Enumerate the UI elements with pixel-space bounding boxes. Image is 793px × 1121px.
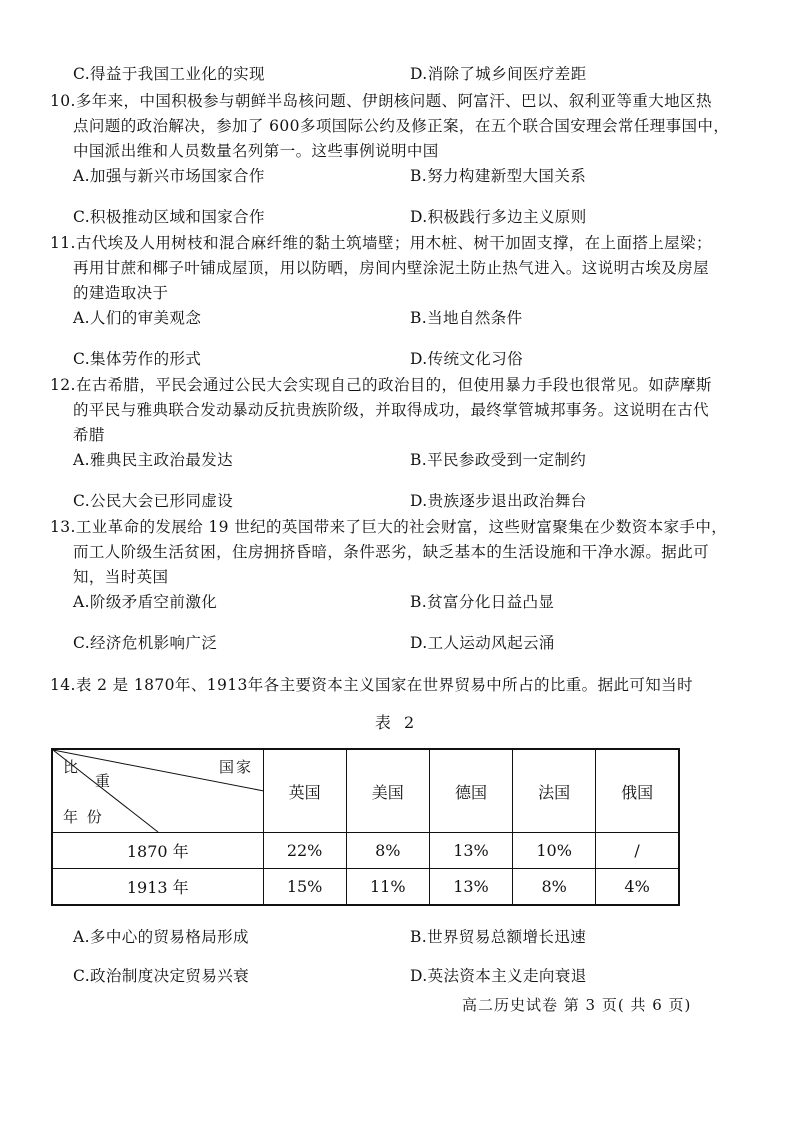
table-header-row — [52, 749, 679, 833]
table-cell: 11% — [346, 869, 429, 905]
q12-stem-line2: 的平民与雅典联合发动暴动反抗贵族阶级，并取得成功，最终掌管城邦事务。这说明在古代 — [73, 401, 710, 419]
table-corner-cell — [52, 749, 263, 833]
header-germany: 德国 — [429, 749, 512, 833]
q13-stem-line1: 13.工业革命的发展给 19 世纪的英国带来了巨大的社会财富，这些财富聚集在少数资本家手中， — [50, 518, 728, 536]
q10-stem-line1: 10.多年来，中国积极参与朝鲜半岛核问题、伊朗核问题、阿富汗、巴以、叙利亚等重大地区热 — [50, 92, 712, 110]
q14-option-d: D.英法资本主义走向衰退 — [410, 967, 587, 985]
trade-share-table — [51, 748, 680, 906]
q11-option-b: B.当地自然条件 — [410, 309, 523, 327]
table-cell: 13% — [429, 869, 512, 905]
table-cell: 22% — [263, 833, 346, 869]
q13-option-c: C.经济危机影响广泛 — [73, 634, 218, 652]
table-row — [52, 833, 679, 869]
q12-stem-line3: 希腊 — [73, 426, 105, 444]
q11-option-c: C.集体劳作的形式 — [73, 350, 202, 368]
corner-label-country: 国家 — [219, 758, 254, 776]
q10-option-c: C.积极推动区域和国家合作 — [73, 208, 265, 226]
table-cell: 4% — [596, 869, 679, 905]
q14-stem-line1: 14.表 2 是 1870年、1913年各主要资本主义国家在世界贸易中所占的比重。据此可知当时 — [50, 676, 693, 694]
q11-option-d: D.传统文化习俗 — [410, 350, 524, 368]
q13-option-a: A.阶级矛盾空前激化 — [73, 593, 218, 611]
table-caption: 表 2 — [374, 713, 419, 732]
q11-stem-line3: 的建造取决于 — [73, 284, 169, 302]
q14-option-c: C.政治制度决定贸易兴衰 — [73, 967, 250, 985]
q13-stem-line3: 知，当时英国 — [73, 568, 169, 586]
table-cell: 15% — [263, 869, 346, 905]
q9-option-d: D.消除了城乡间医疗差距 — [410, 65, 587, 83]
table-cell: 10% — [513, 833, 596, 869]
q10-stem-line3: 中国派出维和人员数量名列第一。这些事例说明中国 — [73, 142, 439, 160]
page-footer: 高二历史试卷 第 3 页( 共 6 页) — [462, 996, 692, 1014]
q12-option-a: A.雅典民主政治最发达 — [73, 451, 234, 469]
row-year: 1870 年 — [52, 833, 263, 869]
q10-option-b: B.努力构建新型大国关系 — [410, 167, 587, 185]
q12-stem-line1: 12.在古希腊，平民会通过公民大会实现自己的政治目的，但使用暴力手段也很常见。如萨摩斯 — [50, 376, 712, 394]
q11-option-a: A.人们的审美观念 — [73, 309, 202, 327]
q11-stem-line2: 再用甘蔗和椰子叶铺成屋顶，用以防晒，房间内壁涂泥土防止热气进入。这说明古埃及房屋 — [73, 259, 710, 277]
q14-option-a: A.多中心的贸易格局形成 — [73, 928, 249, 946]
corner-label-zhong: 重 — [95, 772, 113, 790]
q11-stem-line1: 11.古代埃及人用树枝和混合麻纤维的黏土筑墙壁；用木桩、树干加固支撑，在上面搭上屋梁； — [50, 234, 712, 252]
q13-stem-line2: 而工人阶级生活贫困，住房拥挤昏暗，条件恶劣，缺乏基本的生活设施和干净水源。据此可 — [73, 543, 710, 561]
table-row — [52, 869, 679, 905]
table-cell: 8% — [346, 833, 429, 869]
header-france: 法国 — [513, 749, 596, 833]
q10-option-d: D.积极践行多边主义原则 — [410, 208, 587, 226]
header-russia: 俄国 — [596, 749, 679, 833]
header-usa: 美国 — [346, 749, 429, 833]
corner-label-bi: 比 — [63, 758, 81, 776]
q12-option-c: C.公民大会已形同虚设 — [73, 492, 234, 510]
q14-option-b: B.世界贸易总额增长迅速 — [410, 928, 587, 946]
corner-label-year: 年 份 — [63, 808, 104, 826]
table-cell: / — [596, 833, 679, 869]
q10-stem-line2: 点问题的政治解决，参加了 600多项国际公约及修正案，在五个联合国安理会常任理事国中， — [73, 117, 730, 135]
q9-option-c: C.得益于我国工业化的实现 — [73, 65, 265, 83]
q12-option-d: D.贵族逐步退出政治舞台 — [410, 492, 587, 510]
header-uk: 英国 — [263, 749, 346, 833]
q13-option-d: D.工人运动风起云涌 — [410, 634, 555, 652]
table-cell: 13% — [429, 833, 512, 869]
q10-option-a: A.加强与新兴市场国家合作 — [73, 167, 265, 185]
table-cell: 8% — [513, 869, 596, 905]
q12-option-b: B.平民参政受到一定制约 — [410, 451, 587, 469]
row-year: 1913 年 — [52, 869, 263, 905]
q13-option-b: B.贫富分化日益凸显 — [410, 593, 555, 611]
